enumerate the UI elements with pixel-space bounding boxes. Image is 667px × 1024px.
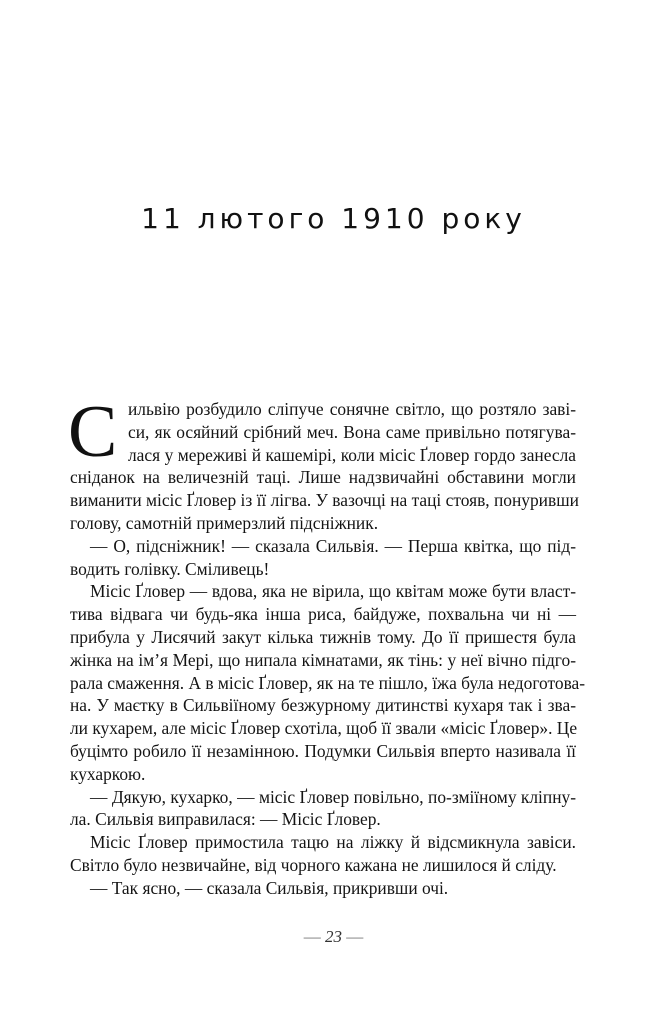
chapter-text xyxy=(68,391,586,900)
text-line: виманити місіс Ґловер із її лігва. У вазочці на таці стояв, понуривши xyxy=(70,490,579,511)
text-line: лася у мереживі й кашемірі, коли місіс Ґловер гордо занесла xyxy=(128,444,576,465)
text-line: — О, підсніжник! — сказала Сильвія. — Перша квітка, що під- xyxy=(90,535,576,556)
drop-cap: С xyxy=(68,391,118,473)
text-line: Місіс Ґловер — вдова, яка не вірила, що квітам може бути власт- xyxy=(90,581,576,602)
text-line: буцімто робило її незамінною. Подумки Сильвія вперто називала її xyxy=(70,740,576,761)
text-line: рала смаження. А в місіс Ґловер, як на те пішло, їжа була недоготова- xyxy=(70,672,586,693)
text-line: кухаркою. xyxy=(70,763,146,784)
text-line: водить голівку. Сміливець! xyxy=(70,558,270,579)
page-number: 23 xyxy=(325,927,342,946)
text-line: ли кухарем, але місіс Ґловер схотіла, щоб її звали «місіс Ґловер». Це xyxy=(70,718,578,739)
page-number-footer xyxy=(0,927,667,947)
text-line: голову, самотній примерзлий підсніжник. xyxy=(70,512,379,533)
text-line: тива відвага чи будь-яка інша риса, байдуже, похвальна чи ні — xyxy=(70,604,576,625)
chapter-title: 11 лютого 1910 року xyxy=(141,202,526,235)
text-line: ла. Сильвія виправилася: — Місіс Ґловер. xyxy=(70,809,381,830)
text-line: — Дякую, кухарко, — місіс Ґловер повільно, по-зміїному кліпну- xyxy=(90,786,576,807)
text-line: прибула у Лисячий закут кілька тижнів тому. До її пришестя була xyxy=(70,626,576,647)
text-line: ильвію розбудило сліпуче сонячне світло, що розтяло заві- xyxy=(128,399,576,419)
folio-dash-right: — xyxy=(346,927,364,946)
text-line: Світло було незвичайне, від чорного кажана не лишилося й сліду. xyxy=(70,854,557,875)
folio-dash-left: — xyxy=(303,927,321,946)
text-line: жінка на ім’я Мері, що нипала кімнатами, як тінь: у неї вічно підго- xyxy=(70,649,576,670)
text-line: сніданок на величезній таці. Лише надзвичайні обставини могли xyxy=(70,467,576,488)
text-line: — Так ясно, — сказала Сильвія, прикривши очі. xyxy=(90,877,449,898)
text-line: на. У маєтку в Сильвіїному безжурному дитинстві кухаря так і зва- xyxy=(70,695,576,716)
text-line: Місіс Ґловер примостила тацю на ліжку й відсмикнула завіси. xyxy=(90,832,576,853)
text-line: си, як осяйний срібний меч. Вона саме привільно потягува- xyxy=(128,421,576,442)
